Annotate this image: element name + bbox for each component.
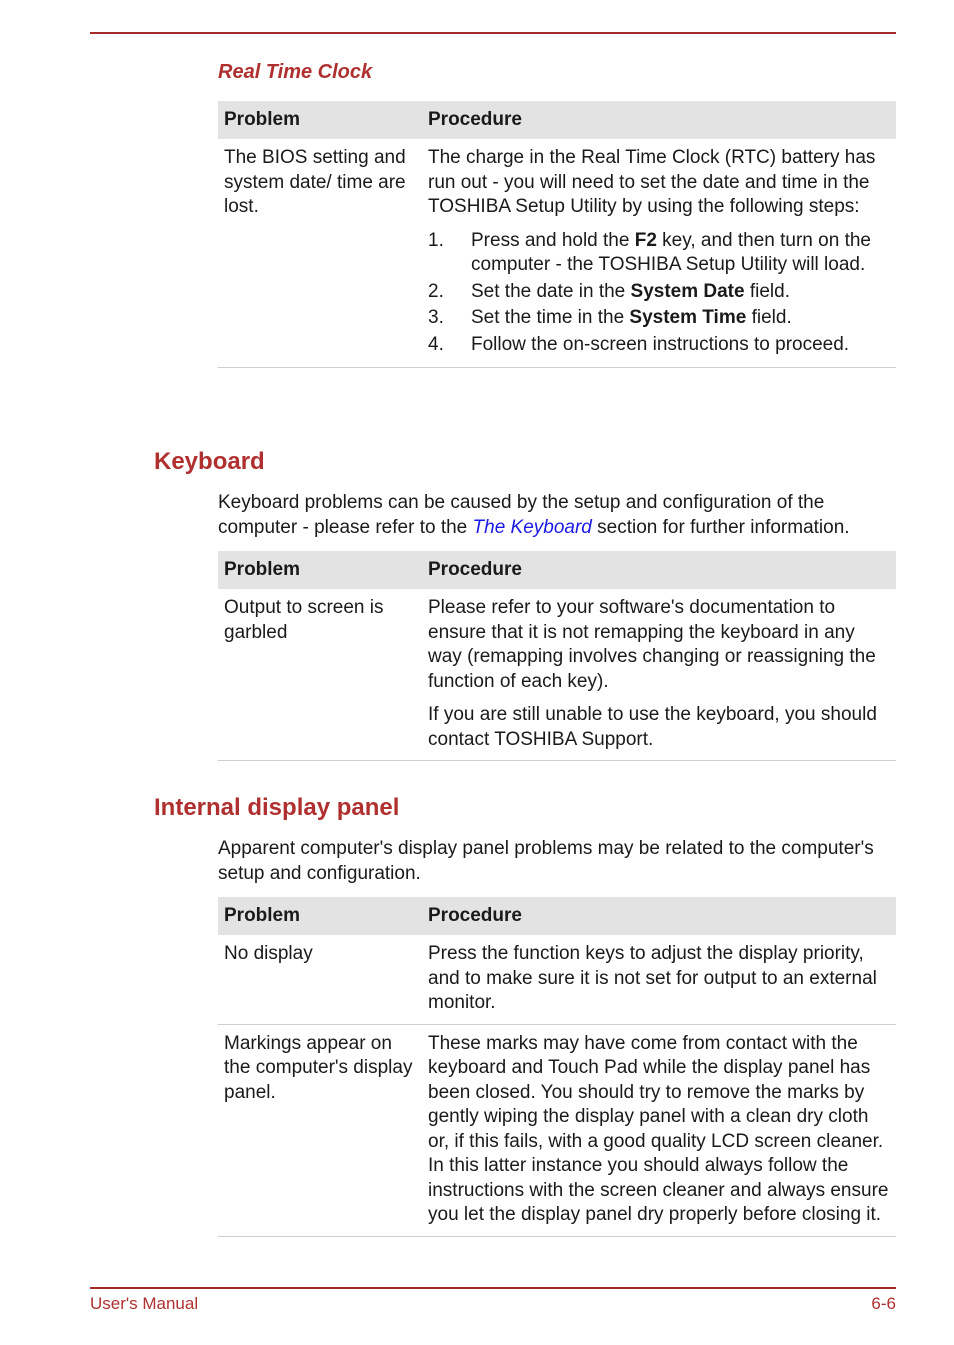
table-header-row bbox=[218, 551, 896, 589]
step-text-post: field. bbox=[744, 280, 790, 302]
problem-column-header: Problem bbox=[218, 897, 422, 935]
procedure-column-header: Procedure bbox=[422, 897, 896, 935]
problem-cell: No display bbox=[218, 935, 422, 1024]
rtc-heading: Real Time Clock bbox=[218, 61, 373, 83]
steps-list bbox=[428, 229, 890, 358]
table-row bbox=[218, 935, 896, 1024]
procedure-paragraph: If you are still unable to use the keyboard, you should contact TOSHIBA Support. bbox=[428, 704, 877, 750]
table-header-row bbox=[218, 101, 896, 139]
problem-cell: Markings appear on the computer's display panel. bbox=[218, 1024, 422, 1236]
procedure-column-header: Procedure bbox=[422, 551, 896, 589]
footer-manual-title: User's Manual bbox=[90, 1294, 199, 1313]
keyboard-intro-text: Keyboard problems can be caused by the setup and configuration of the computer - please refer to the bbox=[218, 492, 825, 538]
step-text-post: field. bbox=[746, 307, 792, 328]
problem-column-header: Problem bbox=[218, 551, 422, 589]
procedure-cell bbox=[422, 139, 896, 368]
procedure-cell bbox=[422, 589, 896, 761]
display-section-title: Internal display panel bbox=[154, 794, 400, 821]
procedure-intro: The charge in the Real Time Clock (RTC) battery has run out - you will need to set the date and time in the TOSHIBA Setup Utility by using the following steps: bbox=[428, 147, 876, 217]
problem-column-header: Problem bbox=[218, 101, 422, 139]
footer-rule bbox=[90, 1287, 896, 1289]
step-text-pre: Set the time in the bbox=[471, 307, 630, 328]
page-number: 6-6 bbox=[871, 1294, 896, 1313]
problem-cell: Output to screen is garbled bbox=[218, 589, 422, 761]
table-row bbox=[218, 589, 896, 761]
step-text bbox=[471, 306, 890, 331]
list-item bbox=[428, 280, 890, 305]
display-intro: Apparent computer's display panel problems may be related to the computer's setup and configuration. bbox=[218, 838, 874, 884]
step-text bbox=[471, 229, 890, 278]
step-text-pre: Set the date in the bbox=[471, 280, 631, 302]
step-field-name: System Time bbox=[629, 307, 747, 328]
procedure-cell: These marks may have come from contact with the keyboard and Touch Pad while the display panel has been closed. You should try to remove the marks by gently wiping the display panel with a clean dry cloth or, if this fails, with a good quality LCD screen cleaner. In this latter instance you should always follow the instructions with the screen cleaner and always ensure you let the display panel dry properly before closing it. bbox=[422, 1024, 896, 1236]
step-number: 1. bbox=[428, 229, 444, 251]
keyboard-intro-text-end: section for further information. bbox=[591, 516, 850, 538]
table-row bbox=[218, 139, 896, 368]
step-field-name: System Date bbox=[630, 280, 745, 302]
step-text: Follow the on-screen instructions to proceed. bbox=[471, 333, 850, 355]
step-number: 3. bbox=[428, 307, 444, 328]
list-item bbox=[428, 306, 890, 331]
step-text bbox=[471, 280, 890, 305]
step-text-post: key, and then turn on the computer - the TOSHIBA Setup Utility will load. bbox=[471, 229, 871, 275]
list-item bbox=[428, 229, 890, 278]
the-keyboard-link[interactable]: The Keyboard bbox=[472, 516, 592, 538]
list-item bbox=[428, 333, 890, 358]
procedure-paragraph: Please refer to your software's documentation to ensure that it is not remapping the keyboard in any way (remapping involves changing or reassigning the function of each key). bbox=[428, 597, 876, 692]
problem-cell: The BIOS setting and system date/ time are lost. bbox=[218, 139, 422, 368]
table-header-row bbox=[218, 897, 896, 935]
step-text-pre: Press and hold the bbox=[471, 229, 635, 251]
header-rule bbox=[90, 32, 896, 34]
procedure-cell: Press the function keys to adjust the display priority, and to make sure it is not set for output to an external monitor. bbox=[422, 935, 896, 1024]
table-row bbox=[218, 1024, 896, 1236]
step-key-name: F2 bbox=[634, 229, 657, 251]
step-number: 2. bbox=[428, 280, 444, 302]
procedure-column-header: Procedure bbox=[422, 101, 896, 139]
rtc-table bbox=[218, 101, 896, 368]
keyboard-intro bbox=[218, 491, 898, 540]
keyboard-table bbox=[218, 551, 896, 761]
keyboard-section-title: Keyboard bbox=[154, 448, 265, 475]
display-table bbox=[218, 897, 896, 1237]
step-number: 4. bbox=[428, 333, 444, 355]
